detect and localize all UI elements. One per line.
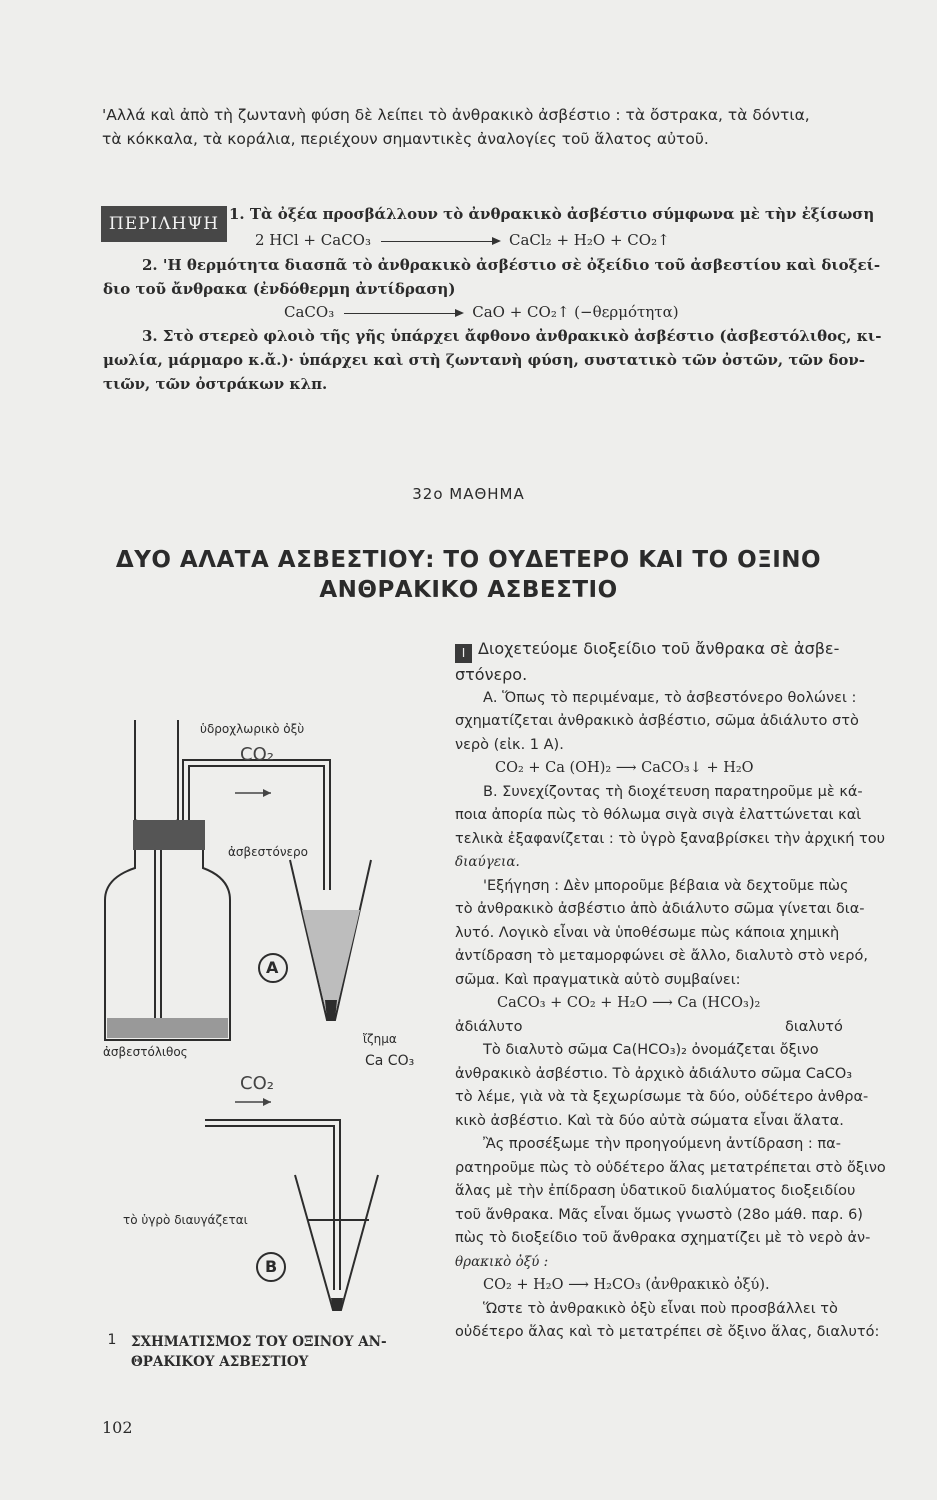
lesson-number: 32ο ΜΑΘΗΜΑ (412, 485, 525, 503)
text-line: ἅλας μὲ τὴν ἐπίδραση ὑδατικοῦ διαλύματος διοξειδίου (455, 1183, 856, 1199)
text-line: 'Εξήγηση : Δὲν μποροῦμε βέβαια νὰ δεχτοῦμε πὼς (483, 877, 849, 894)
summary-badge: ΠΕΡΙΛΗΨΗ (101, 206, 227, 242)
summary-item-3 (103, 324, 932, 396)
label-liquid-clears: τὸ ὑγρὸ διαυγάζεται (123, 1213, 248, 1227)
eq-note-insoluble: ἀδιάλυτο (455, 1018, 523, 1035)
title-line: ΔΥΟ ΑΛΑΤΑ ΑΣΒΕΣΤΙΟΥ: ΤΟ ΟΥΔΕΤΕΡΟ ΚΑΙ ΤΟ ΟΞΙΝΟ (115, 547, 822, 573)
text-line: νερὸ (εἰκ. 1 Α). (455, 736, 564, 753)
text-line: τελικὰ ἐξαφανίζεται : τὸ ὑγρὸ ξαναβρίσκει τὴν ἀρχική του (455, 830, 886, 847)
precipitate-deposit (325, 1000, 337, 1020)
summary-line: τιῶν, τῶν ὀστράκων κλπ. (103, 375, 328, 393)
equation-a: CO₂ + Ca (OH)₂ ⟶ CaCO₃↓ + H₂O (495, 760, 754, 776)
gas-flow-arrow-head (263, 789, 271, 797)
gas-flow-arrow-head (263, 1098, 271, 1106)
text-line: Ὥστε τὸ ἀνθρακικὸ ὀξὺ εἶναι ποὺ προσβάλλει τὸ (483, 1300, 838, 1317)
limestone-layer (107, 1018, 228, 1038)
text-line: διαύγεια. (455, 854, 520, 870)
text-line: τὸ ἀνθρακικὸ ἀσβέστιο ἀπὸ ἀδιάλυτο σῶμα γίνεται δια- (455, 901, 865, 917)
text-line: Β. Συνεχίζοντας τὴ διοχέτευση παρατηροῦμε μὲ κά- (483, 783, 863, 800)
text-line: ρατηροῦμε πὼς τὸ οὐδέτερο ἅλας μετατρέπεται στὸ ὄξινο (455, 1159, 886, 1176)
text-line: τοῦ ἄνθρακα. Μᾶς εἶναι ὅμως γνωστὸ (28ο μάθ. παρ. 6) (455, 1206, 863, 1223)
text-line: πὼς τὸ διοξείδιο τοῦ ἄνθρακα σχηματίζει μὲ τὸ νερὸ ἀν- (455, 1230, 871, 1246)
summary-line: 2. 'Η θερμότητα διασπᾶ τὸ ἀνθρακικὸ ἀσβέστιο σὲ ὀξείδιο τοῦ ἀσβεστίου καὶ διοξεί- (142, 256, 881, 274)
text-line: σῶμα. Καὶ πραγματικὰ αὐτὸ συμβαίνει: (455, 971, 741, 988)
summary-item-1: 1. Τὰ ὀξέα προσβάλλουν τὸ ἀνθρακικὸ ἀσβέστιο σύμφωνα μὲ τὴν ἐξίσωση (229, 205, 875, 223)
reaction-arrow (344, 313, 462, 314)
title-line: ΑΝΘΡΑΚΙΚΟ ΑΣΒΕΣΤΙΟ (319, 577, 618, 603)
equation-c: CO₂ + H₂O ⟶ H₂CO₃ (ἀνθρακικὸ ὀξύ). (483, 1277, 770, 1293)
section-heading: στόνερο. (455, 665, 528, 684)
text-line: σχηματίζεται ἀνθρακικὸ ἀσβέστιο, σῶμα ἀδιάλυτο στὸ (455, 713, 859, 729)
delivery-tube-outer (183, 760, 330, 890)
beaker-b (295, 1175, 378, 1310)
text-line: τὸ λέμε, γιὰ νὰ τὰ ξεχωρίσωμε τὰ δύο, οὐδέτερο ἀνθρα- (455, 1089, 869, 1105)
label-caco3: Ca CO₃ (365, 1053, 415, 1069)
intro-line: 'Αλλά καὶ ἀπὸ τὴ ζωντανὴ φύση δὲ λείπει τὸ ἀνθρακικὸ ἀσβέστιο : τὰ ὄστρακα, τὰ δόντια, (102, 106, 810, 124)
section-heading: Διοχετεύομε διοξείδιο τοῦ ἄνθρακα σὲ ἀσβε- (478, 639, 840, 658)
summary-equation-2 (284, 300, 679, 324)
caption-line: ΣΧΗΜΑΤΙΣΜΟΣ ΤΟΥ ΟΞΙΝΟΥ ΑΝ- (131, 1334, 387, 1350)
label-hydrochloric-acid: ὑδροχλωρικὸ ὀξὺ (200, 722, 305, 736)
eq1-left: 2 HCl + CaCO₃ (255, 231, 371, 249)
figure-caption (131, 1332, 387, 1372)
bottle-outline (105, 850, 230, 1040)
summary-line: διο τοῦ ἄνθρακα (ἐνδόθερμη ἀντίδραση) (103, 280, 456, 298)
funnel-left-wall (135, 720, 155, 1020)
label-co2-bottom: CO₂ (240, 1073, 274, 1094)
apparatus-figure (95, 700, 435, 1320)
text-line: ἀντίδραση τὸ μεταμορφώνει σὲ ἄλλο, διαλυτὸ στὸ νερό, (455, 948, 868, 964)
label-limewater: ἀσβεστόνερο (228, 845, 308, 859)
bottle-stopper (133, 820, 205, 850)
text-line: ἀνθρακικὸ ἀσβέστιο. Τὸ ἀρχικὸ ἀδιάλυτο σῶμα CaCO₃ (455, 1065, 853, 1082)
label-b: B (265, 1257, 278, 1276)
caption-number: 1 (107, 1332, 117, 1348)
sediment-b (331, 1298, 343, 1310)
text-line: οὐδέτερο ἅλας καὶ τὸ μετατρέπει σὲ ὄξινο ἅλας, διαλυτό: (455, 1324, 880, 1340)
page-number: 102 (102, 1418, 133, 1437)
page-title (0, 545, 937, 605)
label-a: A (266, 958, 279, 977)
eq1-right: CaCl₂ + H₂O + CO₂↑ (508, 231, 670, 249)
eq-note-soluble: διαλυτό (785, 1018, 843, 1035)
label-precipitate: ἴζημα (363, 1032, 397, 1046)
text-line: λυτό. Λογικὸ εἶναι νὰ ὑποθέσωμε πὼς κάποια χημικὴ (455, 924, 840, 941)
reaction-arrow (381, 241, 499, 242)
summary-line: 3. Στὸ στερεὸ φλοιὸ τῆς γῆς ὑπάρχει ἄφθονο ἀνθρακικὸ ἀσβέστιο (ἀσβεστόλιθος, κι- (142, 327, 882, 345)
eq2-left: CaCO₃ (284, 303, 335, 321)
text-line: Α. Ὅπως τὸ περιμέναμε, τὸ ἀσβεστόνερο θολώνει : (483, 689, 857, 706)
summary-equation-1 (255, 228, 670, 252)
summary-line: μωλία, μάρμαρο κ.ἄ.)· ὑπάρχει καὶ στὴ ζωντανὴ φύση, συστατικὸ τῶν ὀστῶν, τῶν δον- (103, 351, 865, 369)
intro-line: τὰ κόκκαλα, τὰ κοράλια, περιέχουν σημαντικὲς ἀναλογίες τοῦ ἅλατος αὐτοῦ. (102, 130, 709, 148)
text-line: θρακικὸ ὀξύ : (455, 1253, 549, 1270)
caption-line: ΘΡΑΚΙΚΟΥ ΑΣΒΕΣΤΙΟΥ (131, 1354, 309, 1370)
text-line: κικὸ ἀσβέστιο. Καὶ τὰ δύο αὐτὰ σώματα εἶναι ἅλατα. (455, 1112, 844, 1129)
equation-b: CaCO₃ + CO₂ + H₂O ⟶ Ca (HCO₃)₂ (497, 995, 761, 1011)
label-limestone: ἀσβεστόλιθος (103, 1045, 188, 1059)
text-line: ποια ἀπορία πὼς τὸ θόλωμα σιγὰ σιγὰ ἐλαττώνεται καὶ (455, 807, 862, 823)
intro-paragraph (102, 103, 922, 151)
limewater-precipitate (302, 910, 360, 1015)
label-co2-top: CO₂ (240, 744, 274, 765)
eq2-right: CaO + CO₂↑ (−θερμότητα) (472, 303, 679, 321)
text-line: Ἂς προσέξωμε τὴν προηγούμενη ἀντίδραση : πα- (483, 1136, 841, 1152)
text-line: Τὸ διαλυτὸ σῶμα Ca(HCO₃)₂ ὀνομάζεται ὄξινο (483, 1042, 819, 1058)
summary-item-2 (103, 253, 932, 301)
funnel-right-wall (161, 720, 178, 1020)
section-number: I (455, 644, 472, 663)
section-text (455, 637, 933, 1345)
